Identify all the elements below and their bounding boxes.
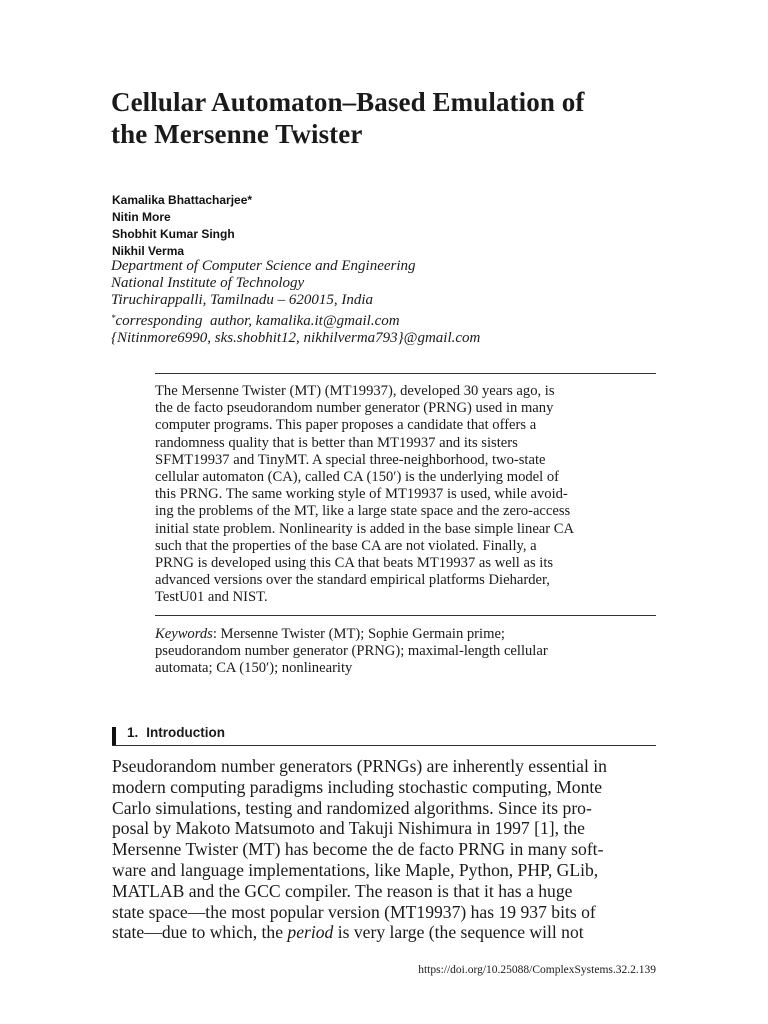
abstract-line: TestU01 and NIST.: [155, 589, 268, 606]
body-line: MATLAB and the GCC compiler. The reason is that it has a huge: [112, 880, 573, 901]
keywords-line: pseudorandom number generator (PRNG); maximal-length cellular: [155, 643, 548, 660]
corresponding-mark: *: [111, 312, 116, 323]
author-name: Nitin More: [112, 210, 171, 224]
abstract-line: such that the properties of the base CA are not violated. Finally, a: [155, 537, 537, 554]
title-line-1: Cellular Automaton–Based Emulation of: [111, 87, 585, 117]
body-line: Pseudorandom number generators (PRNGs) are inherently essential in: [112, 756, 607, 776]
affiliation-block: [111, 258, 671, 347]
body-line: modern computing paradigms including stochastic computing, Monte: [112, 776, 603, 797]
abstract-line: PRNG is developed using this CA that beats MT19937 as well as its: [155, 555, 554, 572]
section-title: Introduction: [146, 725, 225, 740]
body-line-last: [112, 922, 656, 943]
abstract-line: initial state problem. Nonlinearity is added in the base simple linear CA: [155, 520, 575, 537]
doi-link[interactable]: https://doi.org/10.25088/ComplexSystems.32.2.139: [418, 964, 656, 976]
body-line: ware and language implementations, like Maple, Python, PHP, GLib,: [112, 859, 599, 880]
location: Tiruchirappalli, Tamilnadu – 620015, India: [111, 292, 373, 309]
author-list: [112, 192, 512, 260]
abstract-line: the de facto pseudorandom number generator (PRNG) used in many: [155, 400, 554, 417]
abstract-line: computer programs. This paper proposes a candidate that offers a: [155, 417, 537, 434]
author-name: Kamalika Bhattacharjee*: [112, 193, 253, 207]
abstract-line: The Mersenne Twister (MT) (MT19937), developed 30 years ago, is: [155, 383, 555, 399]
body-text-fragment: state—due to which, the: [112, 922, 288, 943]
abstract-line: SFMT19937 and TinyMT. A special three-neighborhood, two-state: [155, 451, 546, 468]
section-marker: [112, 727, 116, 746]
body-line: Mersenne Twister (MT) has become the de facto PRNG in many soft-: [112, 839, 604, 860]
abstract-line: advanced versions over the standard empirical platforms Dieharder,: [155, 572, 550, 589]
body-line: Carlo simulations, testing and randomized algorithms. Since its pro-: [112, 797, 592, 818]
author-name: Shobhit Kumar Singh: [112, 227, 235, 241]
abstract-line: this PRNG. The same working style of MT19937 is used, while avoid-: [155, 486, 568, 503]
section-heading: [127, 724, 225, 742]
keywords-line: automata; CA (150′); nonlinearity: [155, 660, 353, 677]
institute: National Institute of Technology: [111, 275, 305, 292]
abstract-line: ing the problems of the MT, like a large state space and the zero-access: [155, 503, 571, 520]
title-line-2: the Mersenne Twister: [111, 119, 363, 149]
paper-title: [111, 86, 671, 150]
author-emails: {Nitinmore6990, sks.shobhit12, nikhilverma793}@gmail.com: [111, 329, 481, 346]
body-line: state space—the most popular version (MT19937) has 19 937 bits of: [112, 901, 596, 922]
corresponding-author-email: corresponding author, kamalika.it@gmail.com: [115, 312, 400, 329]
keywords: [155, 626, 655, 678]
department: Department of Computer Science and Engineering: [111, 258, 416, 274]
abstract-line: cellular automaton (CA), called CA (150′) is the underlying model of: [155, 469, 560, 486]
body-text-fragment: is very large (the sequence will not: [333, 922, 584, 943]
corresponding-author-line: [111, 310, 671, 330]
abstract: [155, 383, 655, 607]
abstract-top-rule: [155, 373, 656, 374]
author-name: Nikhil Verma: [112, 244, 185, 258]
section-rule: [112, 745, 656, 746]
body-line: posal by Makoto Matsumoto and Takuji Nishimura in 1997 [1], the: [112, 818, 585, 839]
keywords-label: Keywords: [155, 626, 213, 642]
body-emphasis: period: [287, 922, 334, 943]
abstract-line: randomness quality that is better than MT19937 and its sisters: [155, 434, 518, 451]
keywords-line: [155, 626, 655, 643]
keywords-text: : Mersenne Twister (MT); Sophie Germain prime;: [212, 626, 505, 642]
introduction-body: [112, 756, 656, 943]
section-number: 1.: [127, 725, 139, 740]
abstract-bottom-rule: [155, 615, 656, 616]
